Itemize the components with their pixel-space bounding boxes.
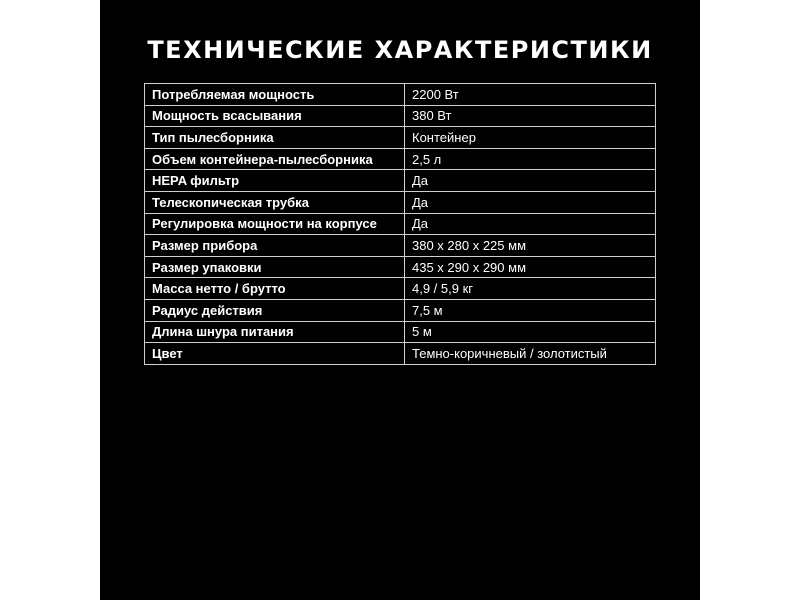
spec-label: Цвет <box>145 343 405 365</box>
table-row <box>145 84 656 106</box>
table-row <box>145 105 656 127</box>
table-row <box>145 278 656 300</box>
spec-label: Радиус действия <box>145 299 405 321</box>
page-title: ТЕХНИЧЕСКИЕ ХАРАКТЕРИСТИКИ <box>147 36 653 64</box>
spec-value: 380 Вт <box>405 105 656 127</box>
spec-value: Контейнер <box>405 127 656 149</box>
spec-table <box>144 83 656 365</box>
spec-label: Телескопическая трубка <box>145 191 405 213</box>
spec-value: 2,5 л <box>405 148 656 170</box>
spec-value: 5 м <box>405 321 656 343</box>
spec-label: Масса нетто / брутто <box>145 278 405 300</box>
spec-value: Да <box>405 213 656 235</box>
spec-value: Да <box>405 191 656 213</box>
table-row <box>145 170 656 192</box>
spec-label: Размер упаковки <box>145 256 405 278</box>
spec-value: Темно-коричневый / золотистый <box>405 343 656 365</box>
spec-label: HEPA фильтр <box>145 170 405 192</box>
spec-label: Потребляемая мощность <box>145 84 405 106</box>
spec-value: Да <box>405 170 656 192</box>
spec-value: 4,9 / 5,9 кг <box>405 278 656 300</box>
spec-label: Тип пылесборника <box>145 127 405 149</box>
spec-label: Мощность всасывания <box>145 105 405 127</box>
spec-value: 435 х 290 х 290 мм <box>405 256 656 278</box>
table-row <box>145 235 656 257</box>
spec-label: Регулировка мощности на корпусе <box>145 213 405 235</box>
table-row <box>145 256 656 278</box>
spec-panel <box>100 0 700 600</box>
spec-label: Объем контейнера-пылесборника <box>145 148 405 170</box>
table-row <box>145 148 656 170</box>
spec-value: 7,5 м <box>405 299 656 321</box>
table-row <box>145 127 656 149</box>
table-row <box>145 191 656 213</box>
spec-value: 380 х 280 х 225 мм <box>405 235 656 257</box>
table-row <box>145 343 656 365</box>
table-row <box>145 299 656 321</box>
table-row <box>145 321 656 343</box>
spec-label: Размер прибора <box>145 235 405 257</box>
spec-value: 2200 Вт <box>405 84 656 106</box>
table-row <box>145 213 656 235</box>
spec-label: Длина шнура питания <box>145 321 405 343</box>
